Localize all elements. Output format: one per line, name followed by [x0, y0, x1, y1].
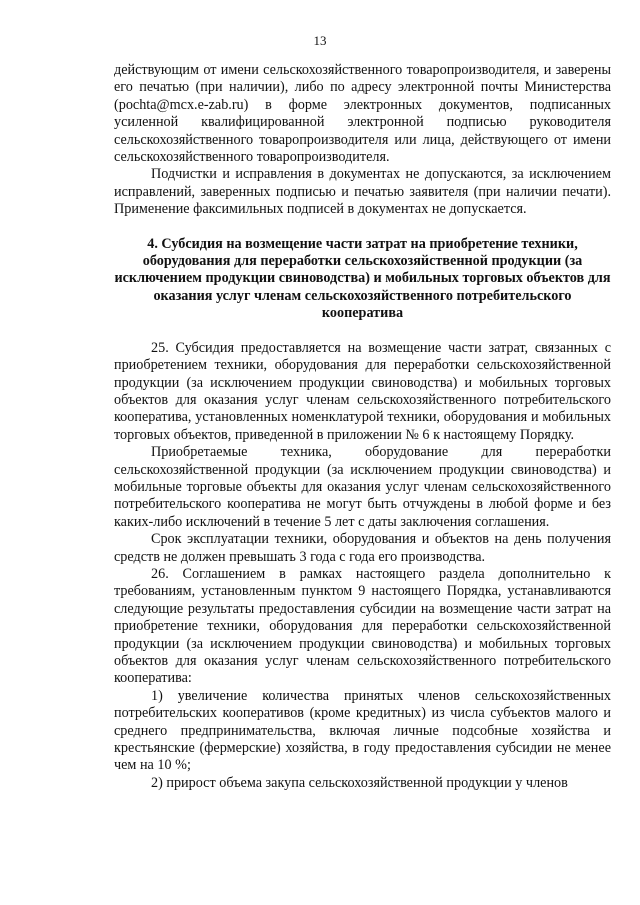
document-body: [114, 62, 611, 792]
paragraph: Подчистки и исправления в документах не допускаются, за исключением исправлений, заверенных подписью и печатью заявителя (при наличии печати). Применение факсимильных подписей в документах не допускается.: [114, 166, 611, 218]
section-heading: 4. Субсидия на возмещение части затрат на приобретение техники, оборудования для переработки сельскохозяйственной продукции (за исключением продукции свиноводства) и мобильных торговых объектов для оказания услуг членам сельскохозяйственного потребительского кооператива: [114, 235, 611, 322]
paragraph: Срок эксплуатации техники, оборудования и объектов на день получения средств не должен превышать 3 года с года его производства.: [114, 531, 611, 565]
spacer: [114, 323, 611, 340]
list-item: 1) увеличение количества принятых членов сельскохозяйственных потребительских кооперативов (кроме кредитных) из числа субъектов малого и среднего предпринимательства, включая личные подсобные хозяйства и крестьянские (фермерские) хозяйства, в году предоставления субсидии не менее чем на 10 %;: [114, 687, 611, 774]
paragraph: 25. Субсидия предоставляется на возмещение части затрат, связанных с приобретением техники, оборудования для переработки сельскохозяйственной продукции (за исключением продукции свиноводства) и мобильных торговых объектов для оказания услуг членам сельскохозяйственного потребительского кооператива, установленных номенклатурой техники, оборудования и мобильных торговых объектов, приведенной в приложении № 6 к настоящему Порядку.: [114, 339, 611, 443]
paragraph: действующим от имени сельскохозяйственного товаропроизводителя, и заверены его печатью (при наличии), либо по адресу электронной почты Министерства (pochta@mcx.e-zab.ru) в форме электронных документов, подписанных усиленной квалифицированной электронной подписью руководителя сельскохозяйственного товаропроизводителя или лица, действующего от имени сельскохозяйственного товаропроизводителя.: [114, 62, 611, 166]
list-item: 2) прирост объема закупа сельскохозяйственной продукции у членов: [151, 774, 568, 791]
paragraph: Приобретаемые техника, оборудование для переработки сельскохозяйственной продукции (за исключением продукции свиноводства) и мобильные торговые объекты для оказания услуг членам сельскохозяйственного потребительского кооператива не могут быть отчуждены в любой форме и без каких-либо исключений в течение 5 лет с даты заключения соглашения.: [114, 444, 611, 530]
spacer: [114, 219, 611, 236]
page-number: 13: [313, 33, 327, 48]
paragraph: 26. Соглашением в рамках настоящего раздела дополнительно к требованиям, установленным пунктом 9 настоящего Порядка, устанавливаются следующие результаты предоставления субсидии на возмещение части затрат на приобретение техники, оборудования для переработки сельскохозяйственной продукции (за исключением продукции свиноводства) и мобильных торговых объектов для оказания услуг членам сельскохозяйственного потребительского кооператива:: [114, 565, 611, 687]
